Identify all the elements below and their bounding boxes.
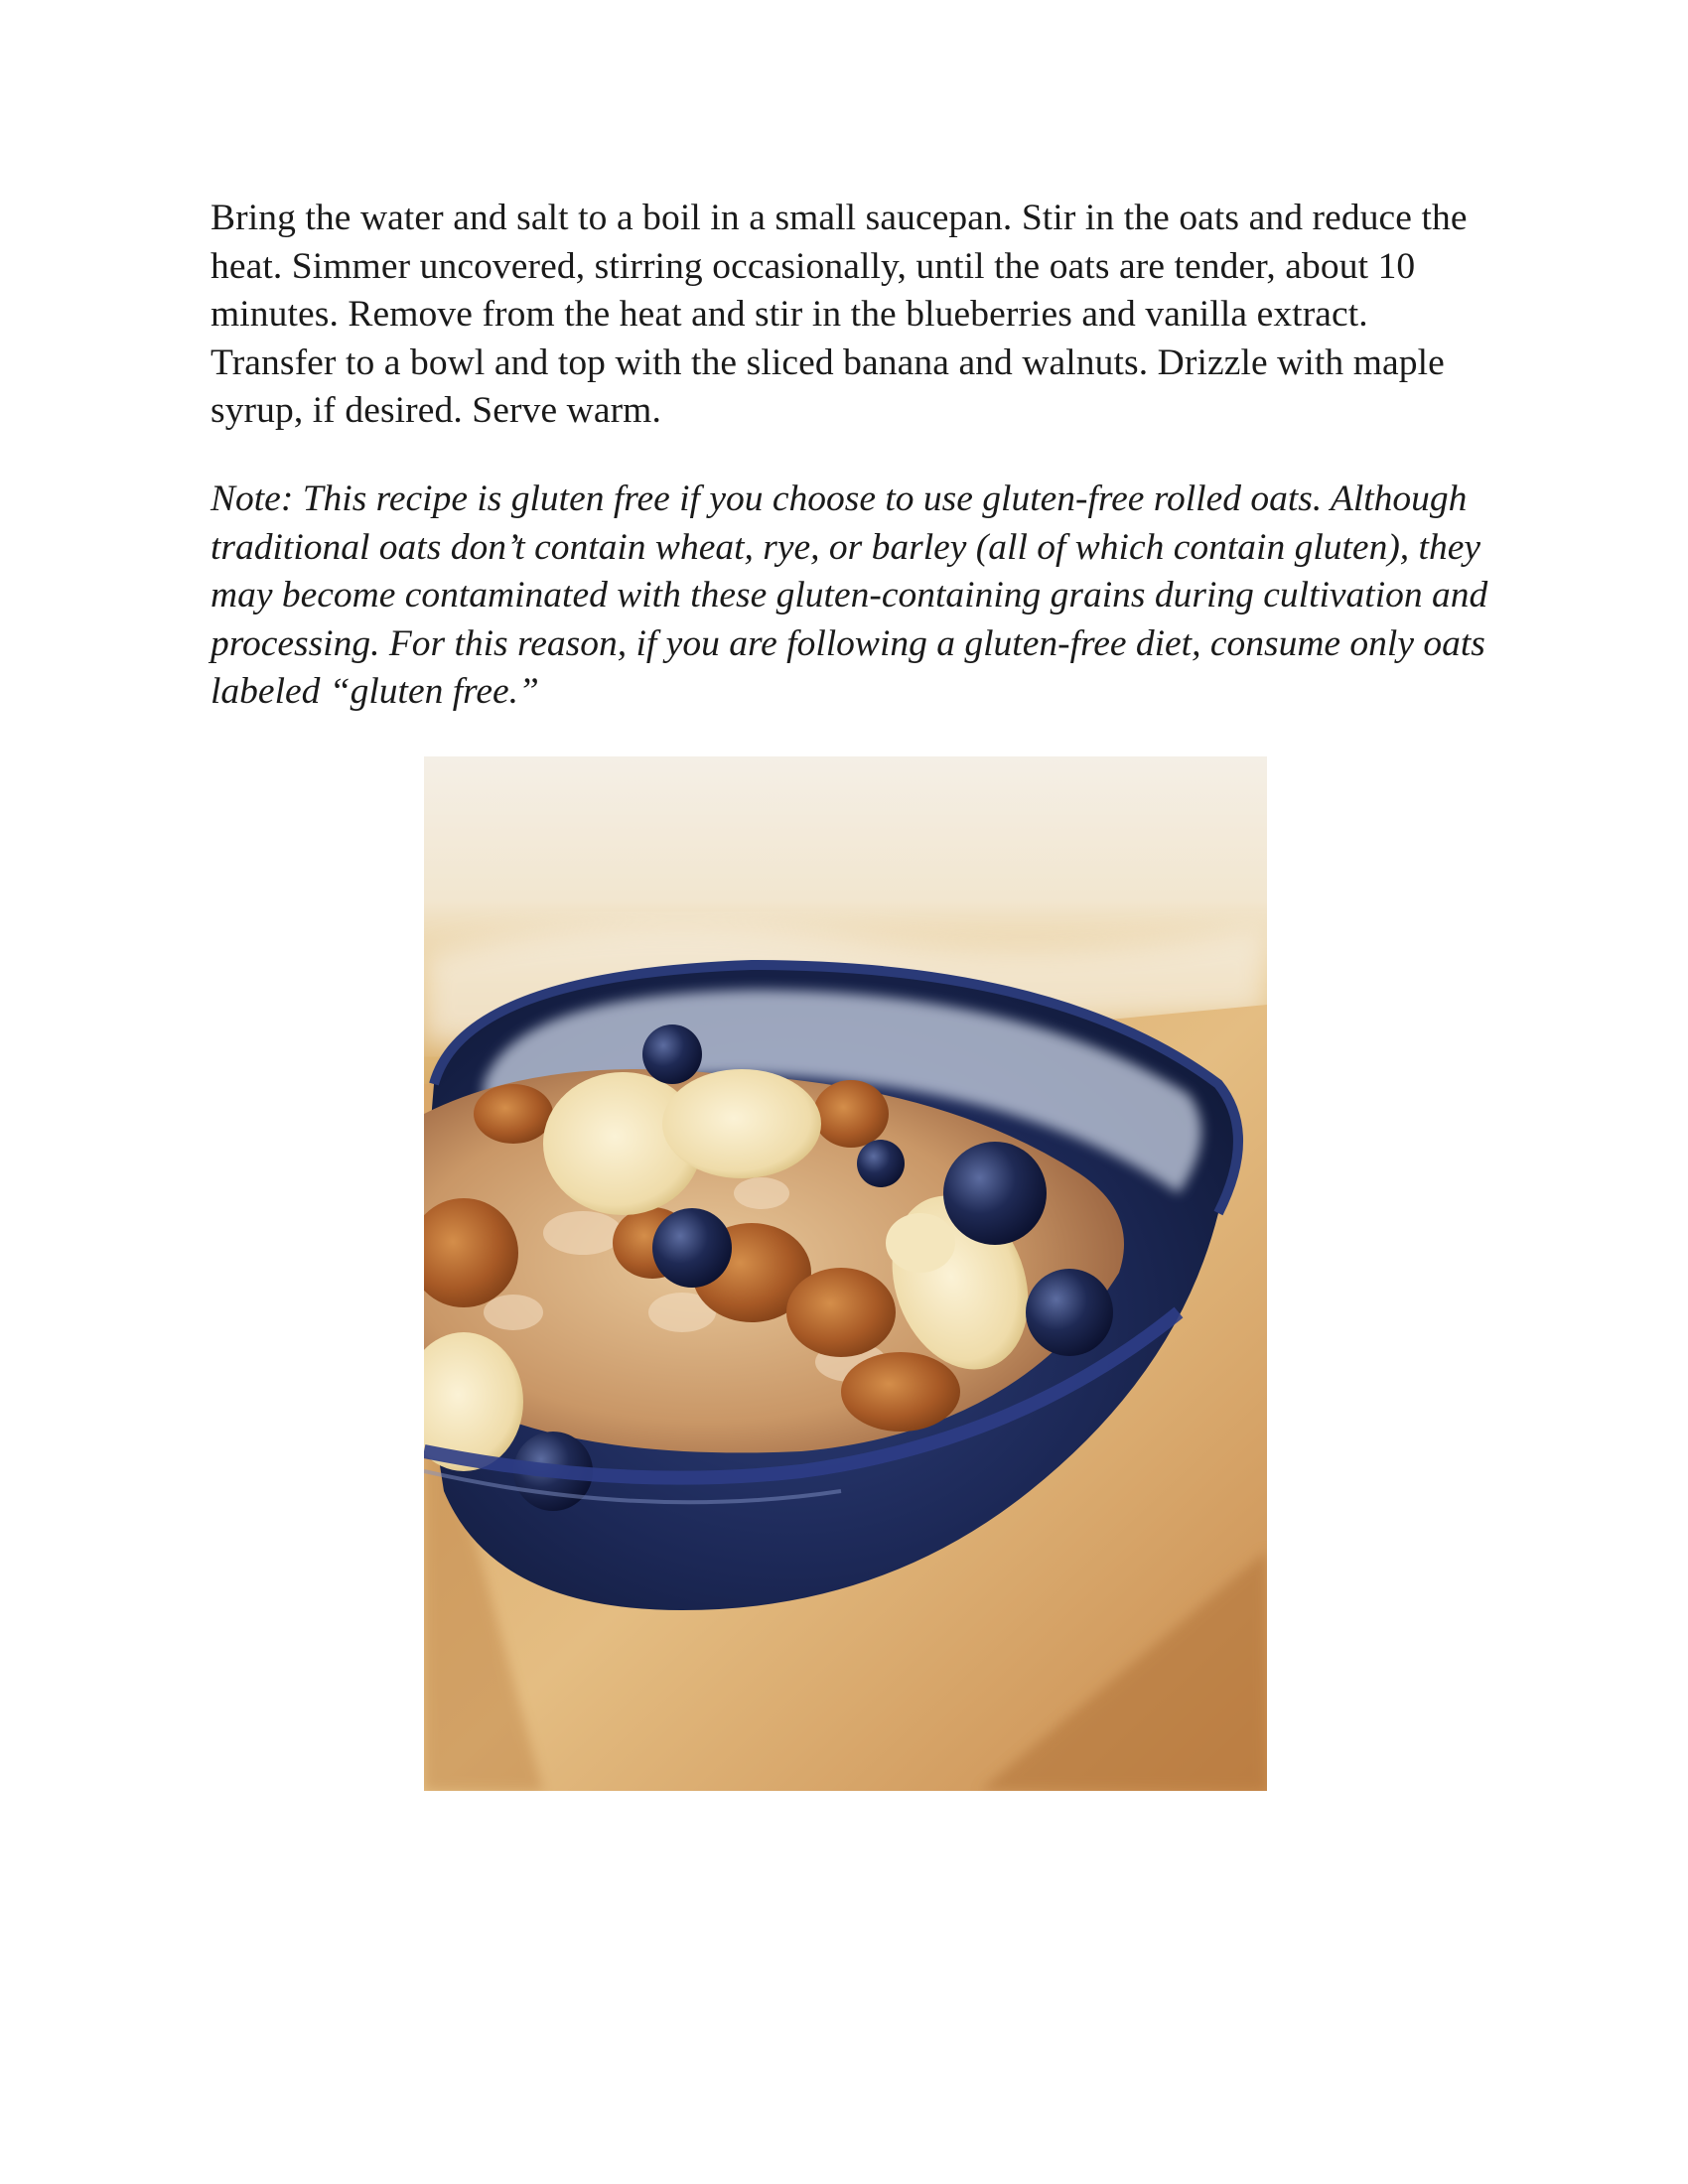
recipe-instructions: Bring the water and salt to a boil in a small saucepan. Stir in the oats and reduce the heat. Simmer uncovered, stirring occasionally, until the oats are tender, about 10 minutes. Remove from the heat and stir in the blueberries and vanilla extract. Transfer to a bowl and top with the sliced banana and walnuts. Drizzle with maple syrup, if desired. Serve warm. xyxy=(211,198,1468,431)
oatmeal-bowl-photo xyxy=(424,756,1267,1791)
gluten-free-note: Note: This recipe is gluten free if you choose to use gluten-free rolled oats. Although traditional oats don’t contain wheat, rye, or barley (all of which contain gluten), they may become contaminated with these gluten-containing grains during cultivation and processing. For this reason, if you are following a gluten-free diet, consume only oats labeled “gluten free.” xyxy=(211,478,1488,712)
oatmeal-bowl-illustration xyxy=(424,756,1267,1791)
